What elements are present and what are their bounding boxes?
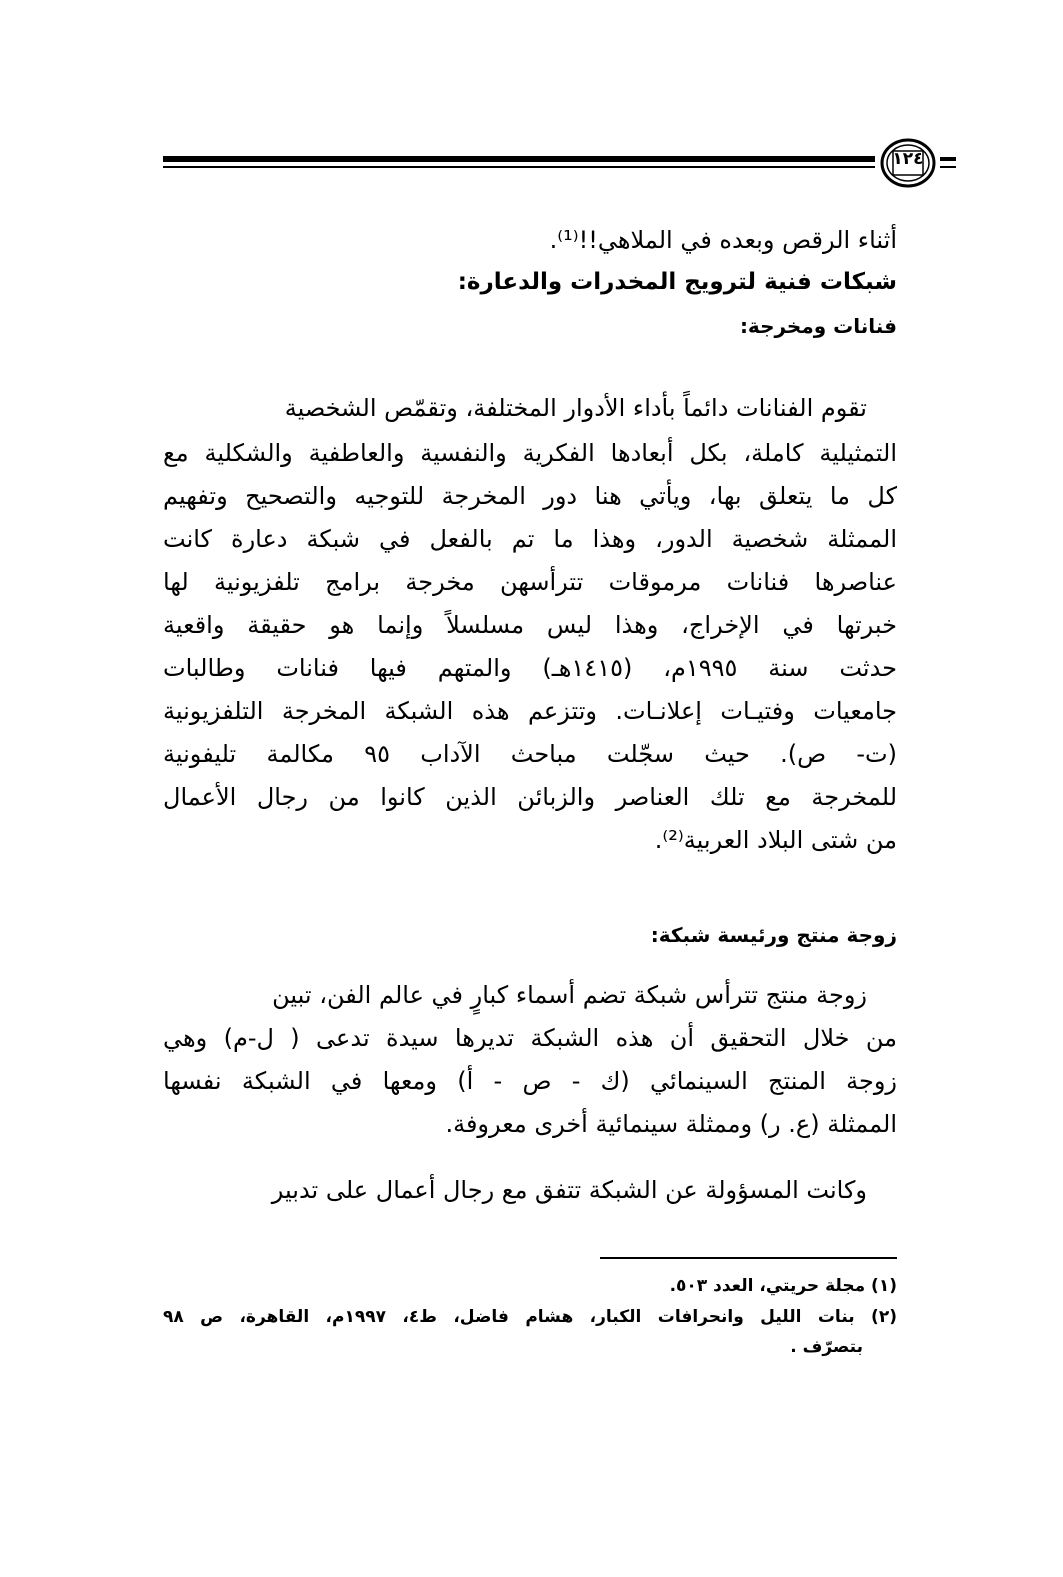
paragraph-line: الممثلة (ع. ر) وممثلة سينمائية أخرى معروفة.	[445, 1110, 897, 1138]
footnote-1: (١) مجلة حريتي، العدد ٥٠٣.	[669, 1276, 897, 1296]
footnote-2-continued: بتصرّف .	[790, 1337, 863, 1357]
subheading-producer-wife: زوجة منتج ورئيسة شبكة:	[650, 923, 897, 947]
paragraph-line: زوجة المنتج السينمائي (ك - ص - أ) ومعها في الشبكة نفسها	[163, 1067, 897, 1095]
paragraph-line: كل ما يتعلق بها، ويأتي هنا دور المخرجة للتوجيه والتصحيح وتفهيم	[163, 482, 897, 510]
paragraph-line: تقوم الفنانات دائماً بأداء الأدوار المختلفة، وتقمّص الشخصية	[284, 394, 867, 422]
subheading-artists: فنانات ومخرجة:	[739, 314, 897, 338]
header-rule-right	[940, 157, 956, 161]
paragraph-line: للمخرجة مع تلك العناصر والزبائن الذين كانوا من رجال الأعمال	[163, 783, 897, 811]
header-rule-thin	[163, 166, 875, 168]
footnote-divider	[600, 1257, 897, 1259]
page-number: ١٢٤	[892, 149, 924, 169]
paragraph-3-line: وكانت المسؤولة عن الشبكة تتفق مع رجال أعمال على تدبير	[271, 1176, 867, 1204]
paragraph-line: من شتى البلاد العربية⁽²⁾.	[654, 826, 897, 854]
section-heading: شبكات فنية لترويج المخدرات والدعارة:	[457, 269, 897, 295]
header-rule-right-thin	[940, 166, 956, 168]
paragraph-line: التمثيلية كاملة، بكل أبعادها الفكرية والنفسية والعاطفية والشكلية مع	[163, 439, 897, 467]
paragraph-line: (ت- ص). حيث سجّلت مباحث الآداب ٩٥ مكالمة تليفونية	[163, 740, 897, 768]
paragraph-line: خبرتها في الإخراج، وهذا ليس مسلسلاً وإنما هو حقيقة واقعية	[163, 611, 897, 639]
paragraph-line: من خلال التحقيق أن هذه الشبكة تديرها سيدة تدعى ( ل-م) وهي	[163, 1024, 897, 1052]
paragraph-line: عناصرها فنانات مرموقات تترأسهن مخرجة برامج تلفزيونية لها	[163, 568, 897, 596]
paragraph-line: حدثت سنة ١٩٩٥م، (١٤١٥هـ) والمتهم فيها فنانات وطالبات	[163, 654, 897, 682]
header-rule-thick	[163, 156, 875, 162]
paragraph-line: الممثلة شخصية الدور، وهذا ما تم بالفعل في شبكة دعارة كانت	[163, 525, 897, 553]
paragraph-line: زوجة منتج تترأس شبكة تضم أسماء كبارٍ في عالم الفن، تبين	[272, 981, 867, 1009]
intro-line: أثناء الرقص وبعده في الملاهي!!⁽¹⁾.	[549, 226, 897, 254]
paragraph-line: جامعيات وفتيـات إعلانـات. وتتزعم هذه الشبكة المخرجة التلفزيونية	[163, 697, 897, 725]
footnote-2: (٢) بنات الليل وانحرافات الكبار، هشام فاضل، ط٤، ١٩٩٧م، القاهرة، ص ٩٨	[163, 1307, 897, 1327]
